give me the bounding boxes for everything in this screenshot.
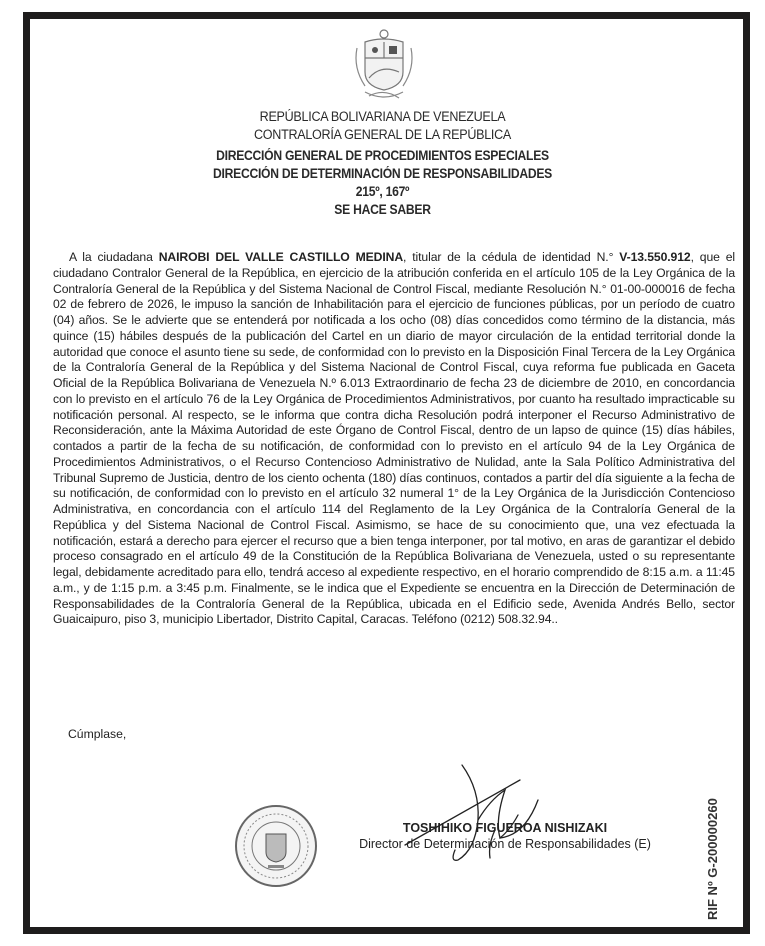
official-seal-icon	[233, 802, 319, 890]
id-number: V-13.550.912	[619, 250, 691, 264]
general-directorate: DIRECCIÓN GENERAL DE PROCEDIMIENTOS ESPECIALES	[216, 148, 549, 163]
signature-mark	[400, 760, 560, 870]
notice-title: SE HACE SABER	[334, 202, 431, 217]
body-intro: A la ciudadana	[69, 250, 159, 264]
directorate: DIRECCIÓN DE DETERMINACIÓN DE RESPONSABILIDADES	[212, 166, 553, 181]
institution-name: CONTRALORÍA GENERAL DE LA REPÚBLICA	[254, 127, 511, 142]
notice-body	[53, 250, 735, 628]
country-name: REPÚBLICA BOLIVARIANA DE VENEZUELA	[259, 109, 506, 124]
signer-name: TOSHIHIKO FIGUEROA NISHIZAKI	[402, 821, 608, 835]
years-line: 215º, 167º	[355, 184, 410, 199]
rif-number: RIF Nº G-200000260	[705, 798, 720, 920]
document-header	[0, 108, 765, 219]
coat-of-arms-icon	[351, 28, 417, 102]
signer-title: Director de Determinación de Responsabilidades (E)	[359, 837, 651, 851]
body-after-name: , titular de la cédula de identidad N.°	[403, 250, 620, 264]
closing-text: Cúmplase,	[68, 727, 127, 741]
citizen-name: NAIROBI DEL VALLE CASTILLO MEDINA	[158, 250, 404, 264]
body-rest: , que el ciudadano Contralor General de la República, en ejercicio de la atribución conferida en el artículo 105 de la Ley Orgánica de la Contraloría General de la República y del Sistema Nacional de Control Fiscal, mediante Resolución N.° 01-00-000016 de fecha 02 de febrero de 2026, le impuso la sanción de Inhabilitación para el ejercicio de funciones públicas, por un período de cuatro (04) años. Se le advierte que se entenderá por notificada a los ocho (08) días concedidos como término de la distancia, más quince (15) hábiles después de la publicación del Cartel en un diario de mayor circulación de la entidad territorial donde la autoridad que conoce el asunto tiene su sede, de conformidad con lo previsto en la Disposición Final Tercera de la Ley Orgánica de la Contraloría General de la República y del Sistema Nacional de Control Fiscal, cuya reforma fue publicada en Gaceta Oficial de la República Bolivariana de Venezuela N.º 6.013 Extraordinario de fecha 23 de diciembre de 2010, en concordancia con lo previsto en el artículo 76 de la Ley Orgánica de Procedimientos Administrativos, por cuanto ha resultado impracticable su notificación personal. Al respecto, se le informa que contra dicha Resolución podrá interponer el Recurso Administrativo de Reconsideración, ante la Máxima Autoridad de este Órgano de Control Fiscal, dentro de un lapso de quince (15) días hábiles, contados a partir de la fecha de su notificación, de conformidad con lo previsto en el artículo 94 de la Ley Orgánica de Procedimientos Administrativos, o el Recurso Contencioso Administrativo de Nulidad, ante la Sala Político Administrativa del Tribunal Supremo de Justicia, dentro de los ciento ochenta (180) días continuos, contados a partir del día siguiente a la fecha de su notificación, de conformidad con lo previsto en el artículo 32 numeral 1° de la Ley Orgánica de la Jurisdicción Contencioso Administrativa, en concordancia con el artículo 114 del Reglamento de la Ley Orgánica de la Contraloría General de la República y del Sistema Nacional de Control Fiscal. Asimismo, se hace de su conocimiento que, una vez efectuada la notificación, estará a derecho para ejercer el recurso que a bien tenga interponer, por tal motivo, en aras de garantizar el debido proceso consagrado en el artículo 49 de la Constitución de la República Bolivariana de Venezuela, usted o su representante legal, debidamente acreditado para ello, tendrá acceso al expediente respectivo, en el horario comprendido de 8:15 a.m. a 11:45 a.m., y de 1:15 p.m. a 3:45 p.m. Finalmente, se le indica que el Expediente se encuentra en la Dirección de Determinación de Responsabilidades de la Contraloría General de la República, ubicada en el Edificio sede, Avenida Andrés Bello, sector Guaicaipuro, piso 3, municipio Libertador, Distrito Capital, Caracas. Teléfono (0212) 508.32.94..	[53, 250, 735, 627]
